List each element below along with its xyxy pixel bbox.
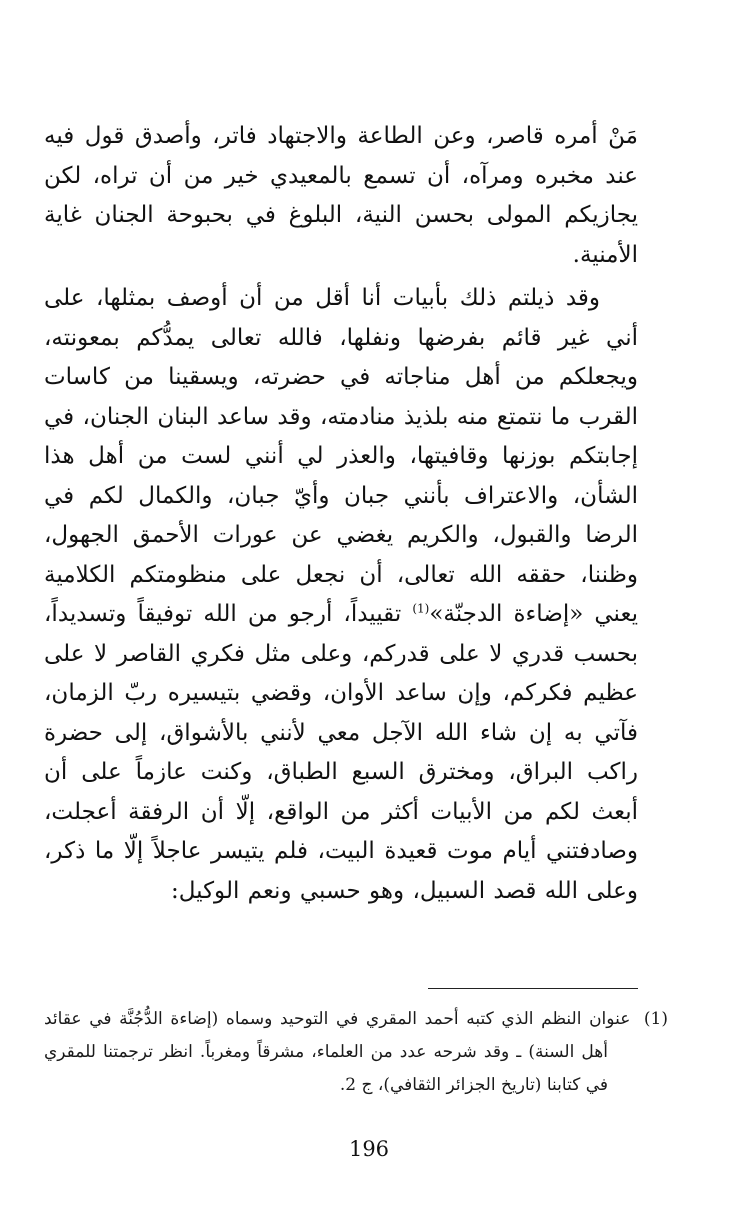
footnote-reference: (1) — [412, 601, 430, 616]
page-number: 196 — [348, 1137, 390, 1161]
footnote-divider — [428, 988, 638, 989]
body-paragraph-2 — [44, 279, 638, 911]
footnote-text: عنوان النظم الذي كتبه أحمد المقري في التوحيد وسماه (إضاءة الدُّجُنَّة في عقائد أهل السنة) ـ وقد شرحه عدد من العلماء، مشرقاً ومغرباً. انظر ترجمتنا للمقري في كتابنا (تاريخ الجزائر الثقافي)، ج 2. — [44, 1009, 631, 1095]
footnote — [44, 1003, 668, 1102]
footnote-paragraph: (1) عنوان النظم الذي كتبه أحمد المقري في التوحيد وسماه (إضاءة الدُّجُنَّة في عقائد أهل السنة) ـ وقد شرحه عدد من العلماء، مشرقاً ومغرباً. انظر ترجمتنا للمقري في كتابنا (تاريخ الجزائر الثقافي)، ج 2. — [44, 1009, 668, 1095]
body-paragraph-2-part-2: تقييداً، أرجو من الله توفيقاً وتسديداً، بحسب قدري لا على قدركم، وعلى مثل فكري القاصر لا على عظيم فكركم، وإن ساعد الأوان، وقضي بتيسيره ربّ الزمان، فآتي به إن شاء الله الآجل معي لأنني بالأشواق، إلى حضرة راكب البراق، ومخترق السبع الطباق، وكنت عازماً على أن أبعث لكم من الأبيات أكثر من الواقع، إلّا أن الرفقة أعجلت، وصادفتني أيام موت قعيدة البيت، فلم يتيسر عاجلاً إلّا ما ذكر، وعلى الله قصد السبيل، وهو حسبي ونعم الوكيل: — [44, 601, 638, 904]
body-paragraph-1: مَنْ أمره قاصر، وعن الطاعة والاجتهاد فاتر، وأصدق قول فيه عند مخبره ومرآه، أن تسمع بالمعيدي خير من أن تراه، لكن يجازيكم المولى بحسن النية، البلوغ في بحبوحة الجنان غاية الأمنية. — [44, 123, 638, 268]
body-paragraph-2-part-1: وقد ذيلتم ذلك بأبيات أنا أقل من أن أوصف بمثلها، على أني غير قائم بفرضها ونفلها، فالله تعالى يمدُّكم بمعونته، ويجعلكم من أهل مناجاته في حضرته، ويسقينا من كاسات القرب ما نتمتع منه بلذيذ منادمته، وقد ساعد البنان الجنان، في إجابتكم بوزنها وقافيتها، والعذر لي أنني لست من أهل هذا الشأن، والاعتراف بأنني جبان وأيّ جبان، والكمال لكم في الرضا والقبول، والكريم يغضي عن عورات الأحمق الجهول، وظننا، حققه الله تعالى، أن نجعل على منظومتكم الكلامية يعني «إضاءة الدجنّة» — [44, 285, 638, 627]
